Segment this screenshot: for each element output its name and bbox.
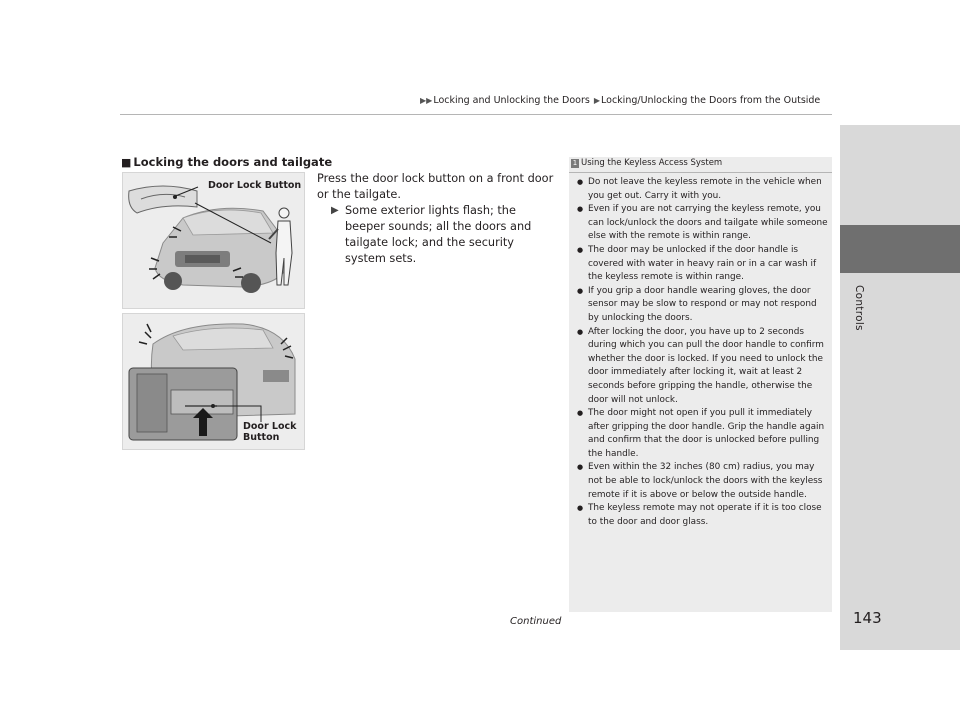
result-arrow-icon: ▶ bbox=[331, 205, 339, 216]
breadcrumb-arrow-icon: ▶ bbox=[593, 96, 601, 105]
continued-label: Continued bbox=[510, 616, 562, 627]
section-title-text: Locking the doors and tailgate bbox=[133, 155, 333, 169]
main-instruction-text: Press the door lock button on a front door or the tailgate. bbox=[317, 172, 554, 201]
main-instructions bbox=[317, 171, 557, 267]
breadcrumb-item: Locking/Unlocking the Doors from the Outside bbox=[601, 95, 821, 106]
chapter-tab-bar bbox=[840, 125, 960, 650]
note-item: ● The keyless remote may not operate if it is too close to the door and door glass. bbox=[577, 502, 829, 529]
tailgate-lock-label-line-1: Door Lock bbox=[243, 421, 297, 432]
header-rule bbox=[120, 114, 832, 115]
front-car-drawing bbox=[123, 173, 304, 308]
notes-sidebar-title bbox=[569, 158, 832, 173]
section-title bbox=[121, 155, 332, 169]
tailgate-lock-button-label bbox=[243, 421, 296, 443]
result-text bbox=[331, 203, 557, 267]
result-text-content: Some exterior lights flash; the beeper sounds; all the doors and tailgate lock; and the security system sets. bbox=[345, 204, 532, 265]
notes-list bbox=[577, 176, 829, 529]
front-door-lock-button-label: Door Lock Button bbox=[208, 180, 302, 191]
tailgate-lock-label-line-2: Button bbox=[243, 432, 280, 443]
note-item: ● After locking the door, you have up to 2 seconds during which you can pull the door handle to confirm whether the door is locked. If you need to unlock the door immediately after locking it, wait at least 2 seconds before gripping the handle, otherwise the door will not unlock. bbox=[577, 326, 829, 408]
section-square-icon: ■ bbox=[121, 156, 132, 169]
chapter-tab-marker bbox=[840, 225, 960, 273]
note-number-badge: 1 bbox=[572, 159, 578, 167]
note-item: ● The door might not open if you pull it immediately after gripping the door handle. Grip the handle again and confirm that the door is unlocked before pulling the handle. bbox=[577, 407, 829, 461]
note-item: ● Do not leave the keyless remote in the vehicle when you get out. Carry it with you. bbox=[577, 176, 829, 203]
breadcrumb bbox=[420, 95, 820, 106]
breadcrumb-item: Locking and Unlocking the Doors bbox=[433, 95, 590, 106]
note-item: ● If you grip a door handle wearing gloves, the door sensor may be slow to respond or may not respond by unlocking the doors. bbox=[577, 285, 829, 326]
chapter-tab-label: Controls bbox=[853, 285, 865, 331]
note-item: ● Even if you are not carrying the keyless remote, you can lock/unlock the doors and tailgate while someone else with the remote is within range. bbox=[577, 203, 829, 244]
breadcrumb-arrow-icon: ▶▶ bbox=[420, 96, 433, 105]
note-item: ● The door may be unlocked if the door handle is covered with water in heavy rain or in a car wash if the keyless remote is within range. bbox=[577, 244, 829, 285]
page-number: 143 bbox=[853, 609, 882, 627]
note-item: ● Even within the 32 inches (80 cm) radius, you may not be able to lock/unlock the doors with the keyless remote if it is above or below the outside handle. bbox=[577, 461, 829, 502]
notes-sidebar-title-text: Using the Keyless Access System bbox=[581, 158, 723, 168]
front-door-illustration bbox=[122, 172, 305, 309]
